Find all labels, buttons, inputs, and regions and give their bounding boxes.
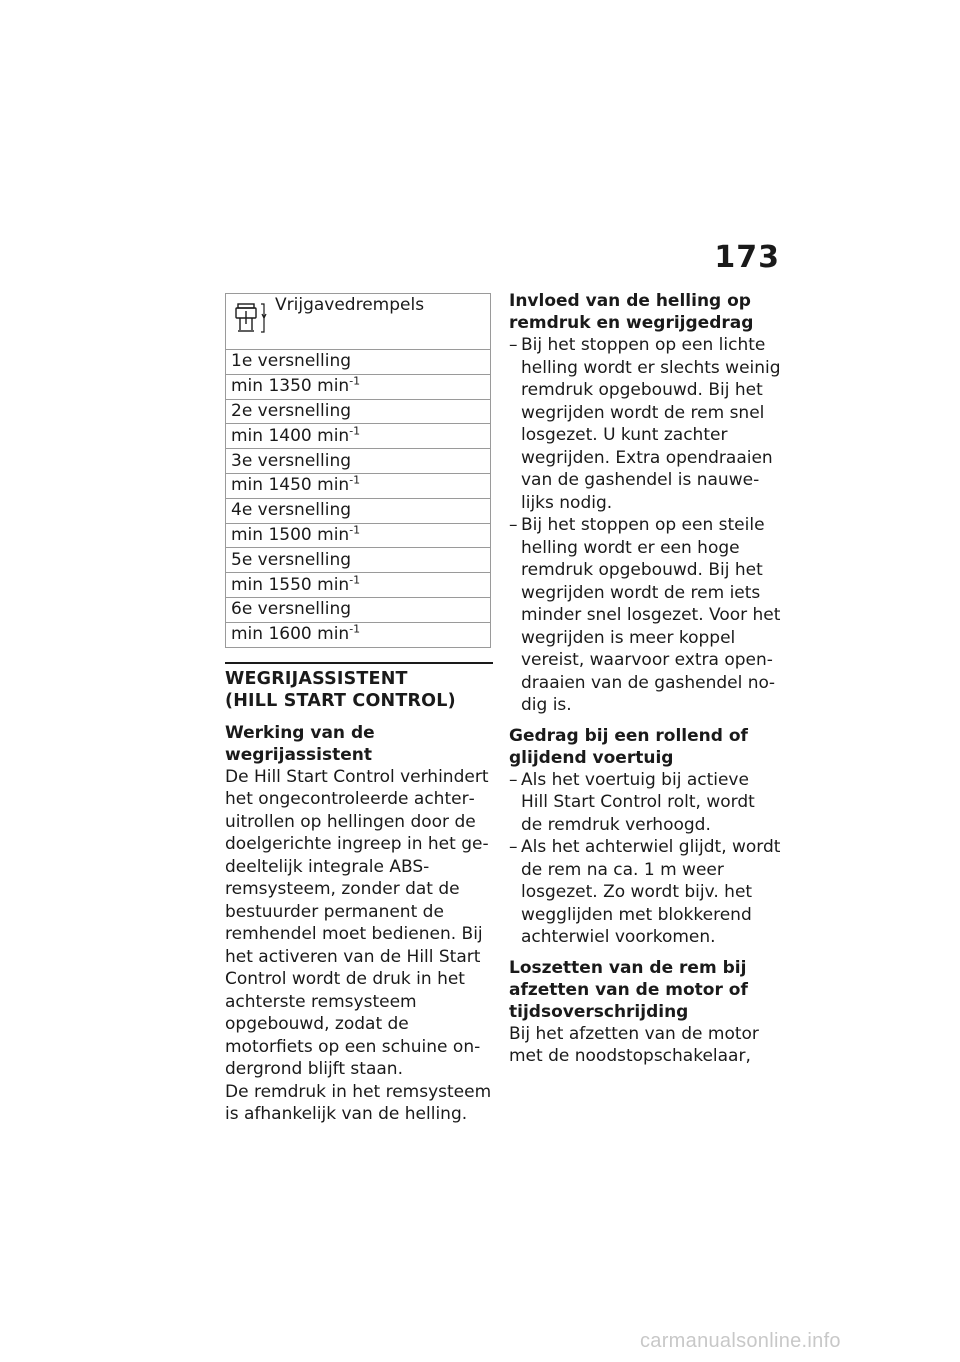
table-row [226,449,491,474]
table-cell: 4e versnelling [226,498,491,523]
subheading-function: Werking van de wegrijassistent [225,722,375,765]
section-title: WEGRIJASSISTENT (HILL START CONTROL) [225,668,456,711]
table-row [226,498,491,523]
table-row [226,523,491,548]
paragraph-brake-pressure: De remdruk in het remsysteem is afhankelijk van de helling. [225,1081,492,1125]
list-item: – Bij het stoppen op een lichte helling wordt er slechts weinig remdruk opgebouwd. Bij het wegrijden wordt de rem snel losgezet. U kunt zachter wegrijden. Extra opendraaien van de gashendel is nauwelijks nodig. [509,335,781,513]
table-cell: min 1350 $\min^{-1}$ [226,374,491,399]
table-cell: 5e versnelling [226,548,491,573]
subheading-rolling-behavior: Gedrag bij een rollend of glijdend voertuig [509,725,748,768]
paragraph-brake-release: Bij het afzetten van de motor met de noodstopschakelaar, [509,1023,759,1066]
right-column [509,290,781,1068]
left-column [225,293,493,1126]
table-cell: min 1400 $\min^{-1}$ [226,424,491,449]
slope-list [509,334,781,717]
table-cell: 2e versnelling [226,399,491,424]
tachometer-icon [231,296,269,338]
table-cell: 3e versnelling [226,449,491,474]
table-cell: min 1600 $\min^{-1}$ [226,622,491,647]
table-row [226,424,491,449]
table-header-row [226,294,491,350]
table-cell: 6e versnelling [226,597,491,622]
list-item: – Als het achterwiel glijdt, wordt de rem na ca. 1 m weer losgezet. Zo wordt bijv. het wegglijden met blokkerend achterwiel voorkomen. [509,837,781,947]
subheading-brake-release: Loszetten van de rem bij afzetten van de motor of tijdsoverschrijding [509,957,748,1022]
table-cell: min 1500 $\min^{-1}$ [226,523,491,548]
table-row [226,573,491,598]
table-row [226,350,491,375]
table-header-label: Vrijgavedrempels [275,295,425,315]
table-cell: 1e versnelling [226,350,491,375]
table-row [226,548,491,573]
table-row [226,399,491,424]
release-thresholds-table [225,293,491,648]
page-number: 173 [714,240,780,275]
table-cell: min 1450 $\min^{-1}$ [226,473,491,498]
table-cell: min 1550 $\min^{-1}$ [226,573,491,598]
table-row [226,597,491,622]
rolling-list [509,769,781,949]
table-row [226,473,491,498]
list-item: – Als het voertuig bij actieve Hill Start Control rolt, wordt de remdruk verhoogd. [509,769,755,835]
section-divider [225,662,493,664]
list-item: – Bij het stoppen op een steile helling wordt er een hoge remdruk opgebouwd. Bij het wegrijden wordt de rem iets minder snel losgezet. Voor het wegrijden is meer koppel vereist, waarvoor extra opendraaien van de gashendel nodig is. [509,515,781,715]
paragraph-description: De Hill Start Control verhindert het ongecontroleerde achteruitrollen op hellingen door de doelgerichte ingreep in het gedeeltelijk integrale ABS-remsysteem, zonder dat de bestuurder permanent de remhendel moet bedienen. Bij het activeren van de Hill Start Control wordt de druk in het achterste remsysteem opgebouwd, zodat de motorfiets op een schuine ondergrond blijft staan. [225,766,489,1080]
table-row [226,374,491,399]
watermark-text: carmanualsonline.info [640,1330,841,1352]
table-row [226,622,491,647]
subheading-slope-influence: Invloed van de helling op remdruk en wegrijgedrag [509,291,754,333]
